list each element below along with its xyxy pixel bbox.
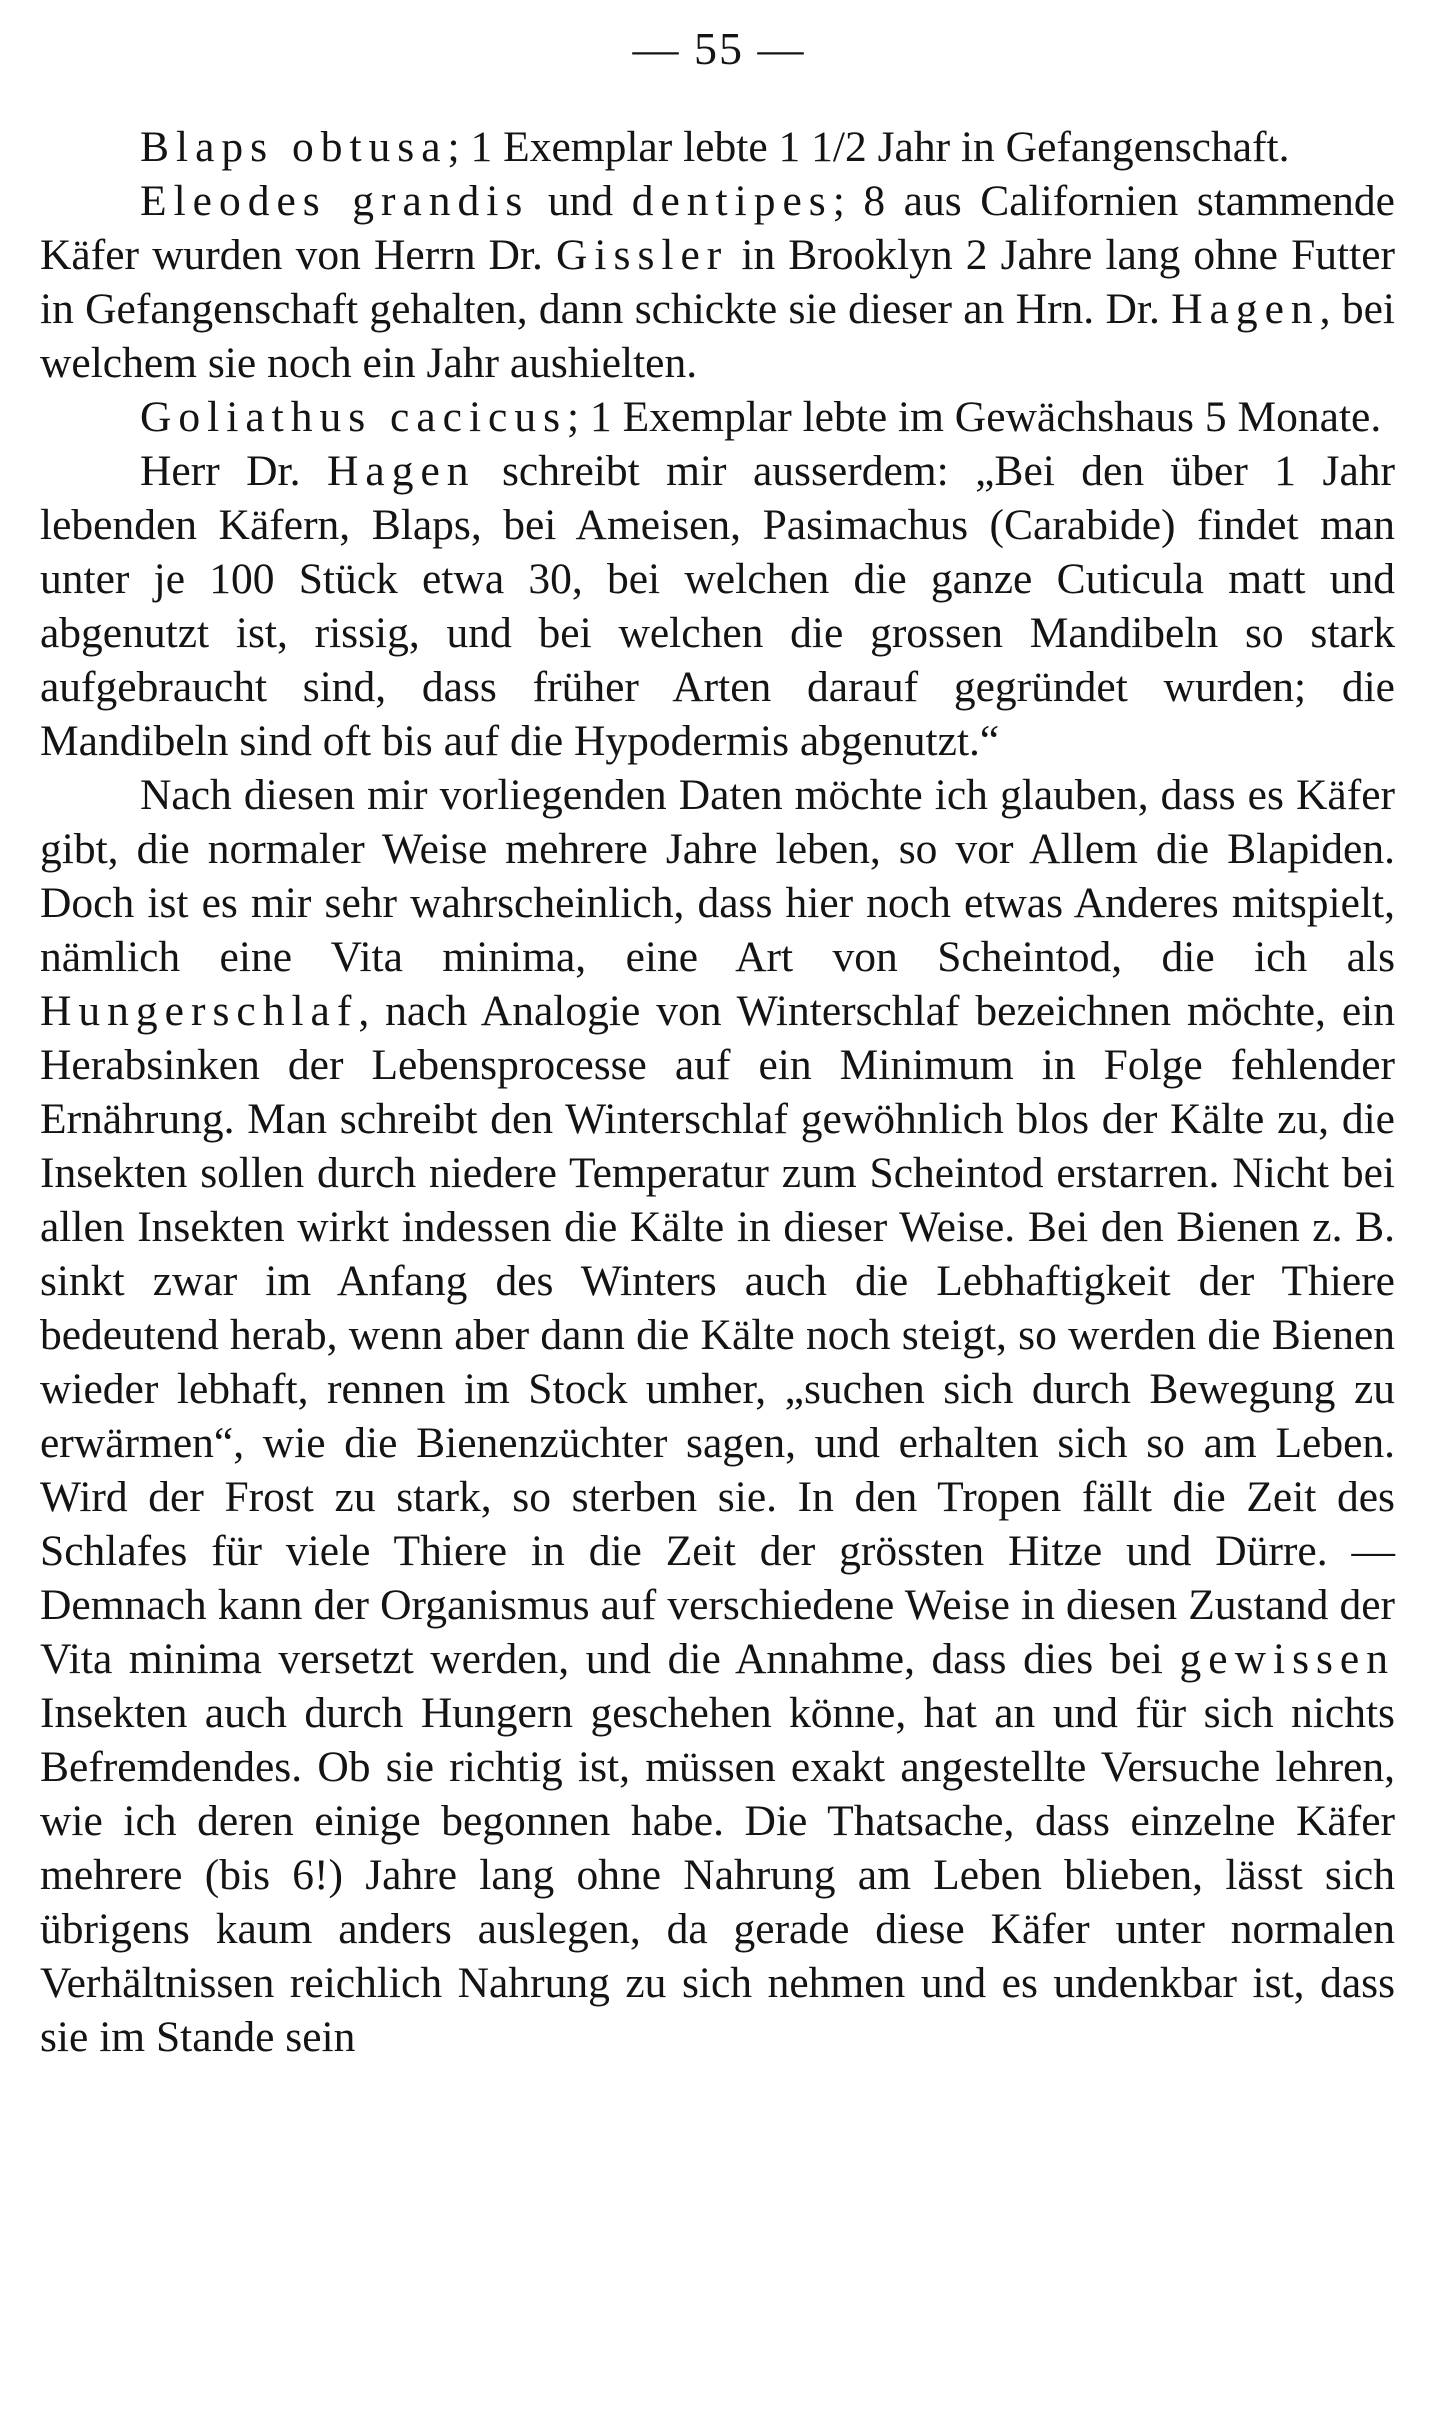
person-name: Hagen <box>1171 285 1320 333</box>
text-run: Nach diesen mir vorliegenden Daten möchte ich glauben, dass es Käfer gibt, die normaler Weise mehrere Jahre leben, so vor Allem die Blapiden. Doch ist es mir sehr wahrscheinlich, dass hier noch etwas Anderes mitspielt, nämlich eine Vita minima, eine Art von Scheintod, die ich als <box>40 771 1395 981</box>
text-run: Jahr in Gefangenschaft. <box>866 123 1290 171</box>
text-run: ; 1 Exemplar lebte im Gewächshaus 5 Monate. <box>567 393 1382 441</box>
paragraph-blaps <box>40 120 1395 174</box>
fraction: 1/2 <box>811 123 867 171</box>
paragraph-eleodes <box>40 174 1395 390</box>
text-run: , nach Analogie von Winterschlaf bezeichnen möchte, ein Herabsinken der Lebensprocesse auf ein Minimum in Folge fehlender Ernährung. Man schreibt den Winterschlaf gewöhnlich blos der Kälte zu, die Insekten sollen durch niedere Temperatur zum Scheintod erstarren. Nicht bei allen Insekten wirkt indessen die Kälte in dieser Weise. Bei den Bienen z. B. sinkt zwar im Anfang des Winters auch die Lebhaftigkeit der Thiere bedeutend herab, wenn aber dann die Kälte noch steigt, so werden die Bienen wieder lebhaft, rennen im Stock umher, „suchen sich durch Bewegung zu erwärmen“, wie die Bienenzüchter sagen, und erhalten sich so am Leben. Wird der Frost zu stark, so sterben sie. In den Tropen fällt die Zeit des Schlafes für viele Thiere in die Zeit der grössten Hitze und Dürre. — Demnach kann der Organismus auf verschiedene Weise in diesen Zustand der Vita minima versetzt werden, und die Annahme, dass dies bei <box>40 987 1395 1683</box>
text-run: ; 1 Exemplar lebte 1 <box>447 123 812 171</box>
text-run: in Brooklyn 2 Jahre lang ohne Futter in Gefangenschaft gehalten, dann schickte sie dieser an Hrn. Dr. <box>40 231 1395 333</box>
paragraph-goliathus <box>40 390 1395 444</box>
species-name: Goliathus cacicus <box>140 393 568 441</box>
text-run: schreibt mir ausserdem: „Bei den über 1 Jahr lebenden Käfern, Blaps, bei Ameisen, Pasimachus (Carabide) findet man unter je 100 Stück etwa 30, bei welchen die ganze Cuticula matt und abgenutzt ist, rissig, und bei welchen die grossen Mandibeln so stark aufgebraucht sind, dass früher Arten darauf gegründet wurden; die Mandibeln sind oft bis auf die Hypodermis abgenutzt.“ <box>40 447 1395 765</box>
page-number-header: — 55 — <box>632 23 806 74</box>
text-run: ; 8 aus Californien stammende Käfer wurden von Herrn Dr. <box>40 177 1395 279</box>
text-run: Herr Dr. <box>140 447 327 495</box>
emphasized-term: gewissen <box>1179 1635 1395 1683</box>
body-text <box>40 120 1395 2064</box>
person-name: Hagen <box>326 447 476 495</box>
emphasized-term: Hungerschlaf <box>40 987 359 1035</box>
species-name: Eleodes grandis <box>140 177 530 225</box>
text-run: und <box>529 177 632 225</box>
species-name: Blaps obtusa <box>140 123 448 171</box>
paragraph-hungerschlaf <box>40 768 1395 2064</box>
text-run: Insekten auch durch Hungern geschehen könne, hat an und für sich nichts Befremdendes. Ob sie richtig ist, müssen exakt angestellte Versuche lehren, wie ich deren einige begonnen habe. Die Thatsache, dass einzelne Käfer mehrere (bis 6!) Jahre lang ohne Nahrung am Leben blieben, lässt sich übrigens kaum anders auslegen, da gerade diese Käfer unter normalen Verhältnissen reichlich Nahrung zu sich nehmen und es undenkbar ist, dass sie im Stande sein <box>40 1689 1395 2061</box>
paragraph-hagen-quote <box>40 444 1395 768</box>
text-run: , bei welchem sie noch ein Jahr aushielten. <box>40 285 1395 387</box>
species-name: dentipes <box>631 177 833 225</box>
person-name: Gissler <box>556 231 729 279</box>
